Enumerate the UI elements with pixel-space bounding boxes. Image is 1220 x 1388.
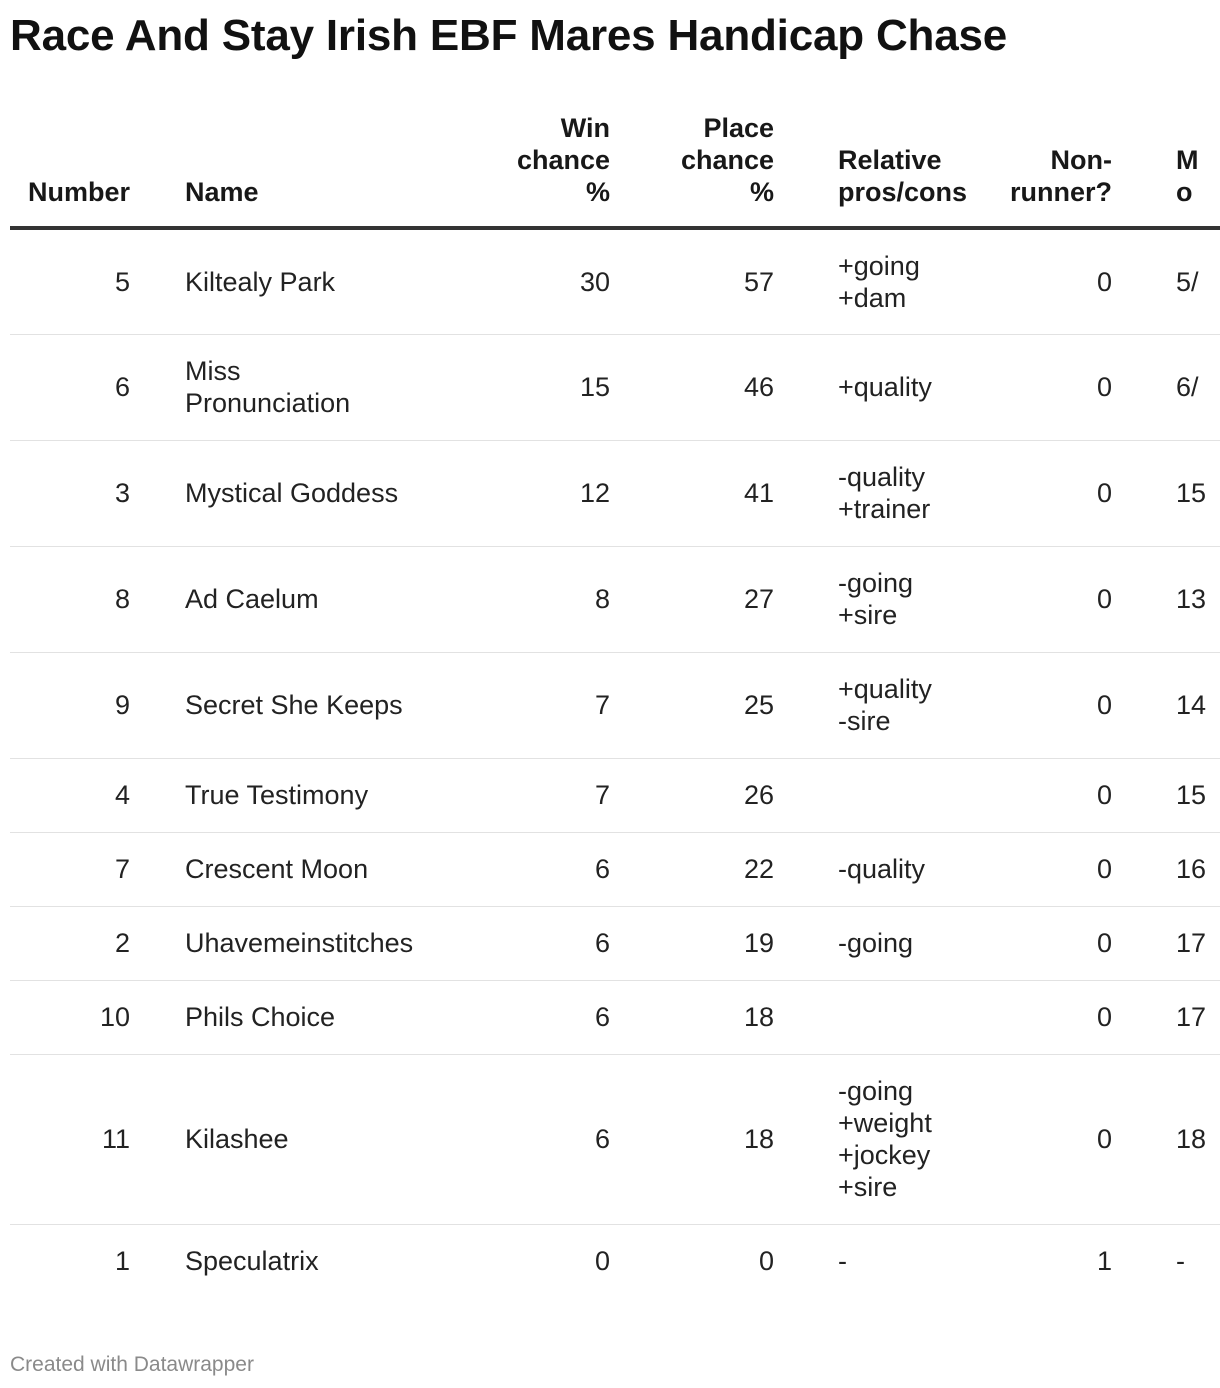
cell-place-chance-value: 0 bbox=[758, 1246, 774, 1277]
column-header-odds-line: o bbox=[1176, 177, 1193, 207]
cell-non-runner bbox=[944, 546, 1112, 652]
cell-odds-value: 14 bbox=[1176, 690, 1207, 720]
cell-relative-pros-cons-line: +weight bbox=[838, 1108, 932, 1138]
cell-name-line: Speculatrix bbox=[185, 1246, 319, 1277]
cell-non-runner-value: 0 bbox=[1096, 266, 1112, 297]
cell-name bbox=[185, 546, 445, 652]
column-header-nonrunner-line: Non- bbox=[1050, 145, 1112, 175]
column-header-place[interactable] bbox=[610, 112, 774, 228]
cell-non-runner bbox=[944, 1224, 1112, 1298]
cell-place-chance-value: 46 bbox=[743, 372, 774, 402]
cell-number-value: 7 bbox=[114, 854, 130, 884]
cell-place-chance bbox=[610, 906, 774, 980]
cell-name-line: Ad Caelum bbox=[185, 584, 319, 614]
cell-win-chance-value: 7 bbox=[594, 690, 610, 720]
column-header-name-label: Name bbox=[185, 177, 259, 207]
cell-name-line: Kilashee bbox=[185, 1124, 289, 1154]
table-row bbox=[10, 980, 1220, 1054]
table-row bbox=[10, 906, 1220, 980]
cell-name bbox=[185, 980, 445, 1054]
cell-odds bbox=[1112, 440, 1220, 546]
chart-title: Race And Stay Irish EBF Mares Handicap Chase bbox=[10, 11, 1008, 60]
table-row bbox=[10, 1224, 1220, 1298]
column-header-odds[interactable] bbox=[1112, 112, 1220, 228]
cell-non-runner bbox=[944, 832, 1112, 906]
cell-relative-pros-cons bbox=[774, 440, 944, 546]
column-header-nonrunner-line: runner? bbox=[1009, 177, 1112, 207]
cell-relative-pros-cons bbox=[774, 1224, 944, 1298]
cell-place-chance bbox=[610, 832, 774, 906]
cell-non-runner-value: 0 bbox=[1096, 478, 1112, 508]
cell-place-chance-value: 22 bbox=[743, 854, 774, 884]
column-header-win-line: % bbox=[585, 177, 610, 207]
cell-place-chance-value: 18 bbox=[743, 1124, 774, 1154]
cell-non-runner-value: 0 bbox=[1096, 584, 1112, 614]
cell-win-chance-value: 6 bbox=[594, 1124, 610, 1154]
cell-name bbox=[185, 758, 445, 832]
table-row bbox=[10, 334, 1220, 440]
cell-relative-pros-cons-line: +sire bbox=[838, 1172, 898, 1202]
cell-win-chance bbox=[445, 440, 610, 546]
cell-win-chance bbox=[445, 906, 610, 980]
cell-place-chance-value: 19 bbox=[743, 928, 774, 958]
cell-relative-pros-cons-line: +quality bbox=[838, 674, 932, 704]
cell-number bbox=[10, 980, 185, 1054]
cell-relative-pros-cons bbox=[774, 334, 944, 440]
cell-odds-value: 15 bbox=[1176, 780, 1207, 810]
cell-odds bbox=[1112, 980, 1220, 1054]
column-header-name[interactable] bbox=[185, 112, 445, 228]
cell-win-chance-value: 30 bbox=[579, 266, 610, 297]
cell-non-runner-value: 0 bbox=[1096, 854, 1112, 884]
cell-name bbox=[185, 334, 445, 440]
cell-place-chance bbox=[610, 758, 774, 832]
column-header-place-line: chance bbox=[680, 145, 774, 175]
cell-place-chance-value: 25 bbox=[743, 690, 774, 720]
column-header-win[interactable] bbox=[445, 112, 610, 228]
cell-odds-value: 15 bbox=[1176, 478, 1207, 508]
cell-name bbox=[185, 1054, 445, 1224]
column-header-place-line: % bbox=[749, 177, 774, 207]
cell-place-chance bbox=[610, 228, 774, 334]
cell-place-chance bbox=[610, 546, 774, 652]
cell-win-chance bbox=[445, 1224, 610, 1298]
cell-odds-value: - bbox=[1176, 1246, 1185, 1277]
cell-number-value: 6 bbox=[114, 372, 130, 402]
cell-number-value: 10 bbox=[99, 1002, 130, 1032]
cell-win-chance-value: 6 bbox=[594, 854, 610, 884]
cell-odds-value: 18 bbox=[1176, 1124, 1207, 1154]
cell-relative-pros-cons bbox=[774, 832, 944, 906]
table-row bbox=[10, 758, 1220, 832]
column-header-odds-line: M bbox=[1176, 145, 1199, 175]
cell-odds bbox=[1112, 906, 1220, 980]
cell-win-chance-value: 12 bbox=[579, 478, 610, 508]
cell-number-value: 2 bbox=[114, 928, 130, 958]
cell-relative-pros-cons bbox=[774, 906, 944, 980]
cell-number bbox=[10, 906, 185, 980]
cell-non-runner-value: 0 bbox=[1096, 690, 1112, 720]
cell-win-chance-value: 15 bbox=[579, 372, 610, 402]
column-header-relative-line: Relative bbox=[838, 145, 942, 175]
cell-relative-pros-cons-line: -going bbox=[838, 928, 914, 958]
cell-odds bbox=[1112, 546, 1220, 652]
cell-win-chance bbox=[445, 1054, 610, 1224]
cell-relative-pros-cons-line: -quality bbox=[838, 854, 926, 884]
cell-non-runner bbox=[944, 758, 1112, 832]
cell-number bbox=[10, 334, 185, 440]
cell-name-line: Phils Choice bbox=[185, 1002, 336, 1032]
cell-win-chance bbox=[445, 546, 610, 652]
cell-number-value: 4 bbox=[114, 780, 130, 810]
cell-relative-pros-cons bbox=[774, 1054, 944, 1224]
cell-name-line: Mystical Goddess bbox=[185, 478, 399, 508]
cell-name bbox=[185, 652, 445, 758]
cell-odds-value: 17 bbox=[1176, 928, 1207, 958]
cell-non-runner bbox=[944, 334, 1112, 440]
cell-relative-pros-cons bbox=[774, 228, 944, 334]
column-header-relative[interactable] bbox=[774, 112, 968, 228]
cell-odds bbox=[1112, 334, 1220, 440]
table-row bbox=[10, 440, 1220, 546]
cell-win-chance-value: 6 bbox=[594, 1002, 610, 1032]
table-row bbox=[10, 652, 1220, 758]
cell-non-runner-value: 0 bbox=[1096, 780, 1112, 810]
cell-win-chance bbox=[445, 334, 610, 440]
cell-relative-pros-cons-line: +jockey bbox=[838, 1140, 931, 1170]
cell-name-line: True Testimony bbox=[185, 780, 369, 810]
cell-number-value: 9 bbox=[114, 690, 130, 720]
cell-odds-value: 6/ bbox=[1176, 372, 1199, 402]
table-body bbox=[10, 228, 1220, 1298]
cell-number-value: 3 bbox=[114, 478, 130, 508]
cell-non-runner-value: 1 bbox=[1096, 1246, 1112, 1277]
cell-name-line: Pronunciation bbox=[185, 388, 351, 418]
cell-win-chance bbox=[445, 832, 610, 906]
column-header-win-line: chance bbox=[516, 145, 610, 175]
cell-non-runner bbox=[944, 228, 1112, 334]
cell-place-chance-value: 18 bbox=[743, 1002, 774, 1032]
cell-odds bbox=[1112, 228, 1220, 334]
cell-win-chance bbox=[445, 652, 610, 758]
cell-number bbox=[10, 440, 185, 546]
cell-relative-pros-cons bbox=[774, 758, 944, 832]
cell-odds-value: 17 bbox=[1176, 1002, 1207, 1032]
results-table bbox=[10, 112, 1220, 1298]
cell-relative-pros-cons-line: +quality bbox=[838, 372, 932, 402]
cell-place-chance-value: 57 bbox=[743, 266, 774, 297]
table-row bbox=[10, 546, 1220, 652]
cell-non-runner bbox=[944, 1054, 1112, 1224]
cell-name-line: Uhavemeinstitches bbox=[185, 928, 414, 958]
cell-name-line: Kiltealy Park bbox=[185, 266, 336, 297]
cell-number bbox=[10, 832, 185, 906]
column-header-number-label: Number bbox=[27, 177, 130, 207]
cell-number bbox=[10, 546, 185, 652]
table-row bbox=[10, 832, 1220, 906]
cell-non-runner bbox=[944, 980, 1112, 1054]
cell-number bbox=[10, 1054, 185, 1224]
cell-relative-pros-cons-line: -going bbox=[838, 1076, 914, 1106]
cell-non-runner-value: 0 bbox=[1096, 928, 1112, 958]
column-header-number[interactable] bbox=[10, 112, 185, 228]
cell-name bbox=[185, 440, 445, 546]
cell-win-chance bbox=[445, 228, 610, 334]
cell-win-chance-value: 0 bbox=[594, 1246, 610, 1277]
table-header-row bbox=[10, 112, 1220, 228]
cell-relative-pros-cons bbox=[774, 546, 944, 652]
cell-place-chance-value: 27 bbox=[743, 584, 774, 614]
cell-relative-pros-cons-line: -sire bbox=[838, 706, 891, 736]
cell-name-line: Secret She Keeps bbox=[185, 690, 403, 720]
cell-win-chance bbox=[445, 758, 610, 832]
cell-number-value: 1 bbox=[114, 1246, 130, 1277]
table-row bbox=[10, 1054, 1220, 1224]
cell-odds bbox=[1112, 1054, 1220, 1224]
table-row bbox=[10, 228, 1220, 334]
footer-credit[interactable]: Created with Datawrapper bbox=[10, 1353, 254, 1376]
cell-relative-pros-cons-line: +sire bbox=[838, 600, 898, 630]
cell-place-chance bbox=[610, 1054, 774, 1224]
cell-non-runner-value: 0 bbox=[1096, 372, 1112, 402]
column-header-nonrunner[interactable] bbox=[944, 112, 1112, 228]
cell-win-chance-value: 7 bbox=[594, 780, 610, 810]
cell-number-value: 11 bbox=[101, 1124, 130, 1154]
cell-number-value: 8 bbox=[114, 584, 130, 614]
cell-relative-pros-cons-line: +going bbox=[838, 250, 920, 281]
cell-non-runner-value: 0 bbox=[1096, 1124, 1112, 1154]
cell-place-chance-value: 26 bbox=[743, 780, 774, 810]
cell-number bbox=[10, 652, 185, 758]
cell-number-value: 5 bbox=[114, 266, 130, 297]
cell-non-runner-value: 0 bbox=[1096, 1002, 1112, 1032]
cell-non-runner bbox=[944, 440, 1112, 546]
cell-relative-pros-cons-line: +trainer bbox=[838, 494, 931, 524]
cell-relative-pros-cons-line: - bbox=[838, 1246, 847, 1277]
cell-non-runner bbox=[944, 906, 1112, 980]
cell-place-chance bbox=[610, 440, 774, 546]
cell-relative-pros-cons bbox=[774, 652, 944, 758]
cell-win-chance-value: 6 bbox=[594, 928, 610, 958]
cell-place-chance-value: 41 bbox=[743, 478, 774, 508]
cell-number bbox=[10, 758, 185, 832]
cell-name-line: Crescent Moon bbox=[185, 854, 369, 884]
cell-odds-value: 5/ bbox=[1176, 266, 1199, 297]
cell-odds bbox=[1112, 652, 1220, 758]
column-header-win-line: Win bbox=[560, 113, 610, 143]
cell-name bbox=[185, 1224, 445, 1298]
results-table-container bbox=[10, 112, 1220, 1298]
cell-name-line: Miss bbox=[185, 356, 241, 386]
cell-name bbox=[185, 906, 445, 980]
cell-odds bbox=[1112, 758, 1220, 832]
cell-name bbox=[185, 228, 445, 334]
cell-relative-pros-cons-line: -going bbox=[838, 568, 914, 598]
cell-win-chance bbox=[445, 980, 610, 1054]
cell-odds-value: 13 bbox=[1176, 584, 1207, 614]
cell-relative-pros-cons bbox=[774, 980, 944, 1054]
cell-place-chance bbox=[610, 652, 774, 758]
column-header-relative-line: pros/cons bbox=[838, 177, 968, 207]
cell-name bbox=[185, 832, 445, 906]
cell-non-runner bbox=[944, 652, 1112, 758]
cell-odds bbox=[1112, 1224, 1220, 1298]
cell-number bbox=[10, 228, 185, 334]
cell-odds-value: 16 bbox=[1176, 854, 1207, 884]
column-header-place-line: Place bbox=[703, 113, 774, 143]
cell-relative-pros-cons-line: +dam bbox=[838, 282, 907, 313]
cell-odds bbox=[1112, 832, 1220, 906]
cell-number bbox=[10, 1224, 185, 1298]
cell-relative-pros-cons-line: -quality bbox=[838, 462, 926, 492]
cell-place-chance bbox=[610, 334, 774, 440]
cell-place-chance bbox=[610, 1224, 774, 1298]
cell-win-chance-value: 8 bbox=[594, 584, 610, 614]
cell-place-chance bbox=[610, 980, 774, 1054]
